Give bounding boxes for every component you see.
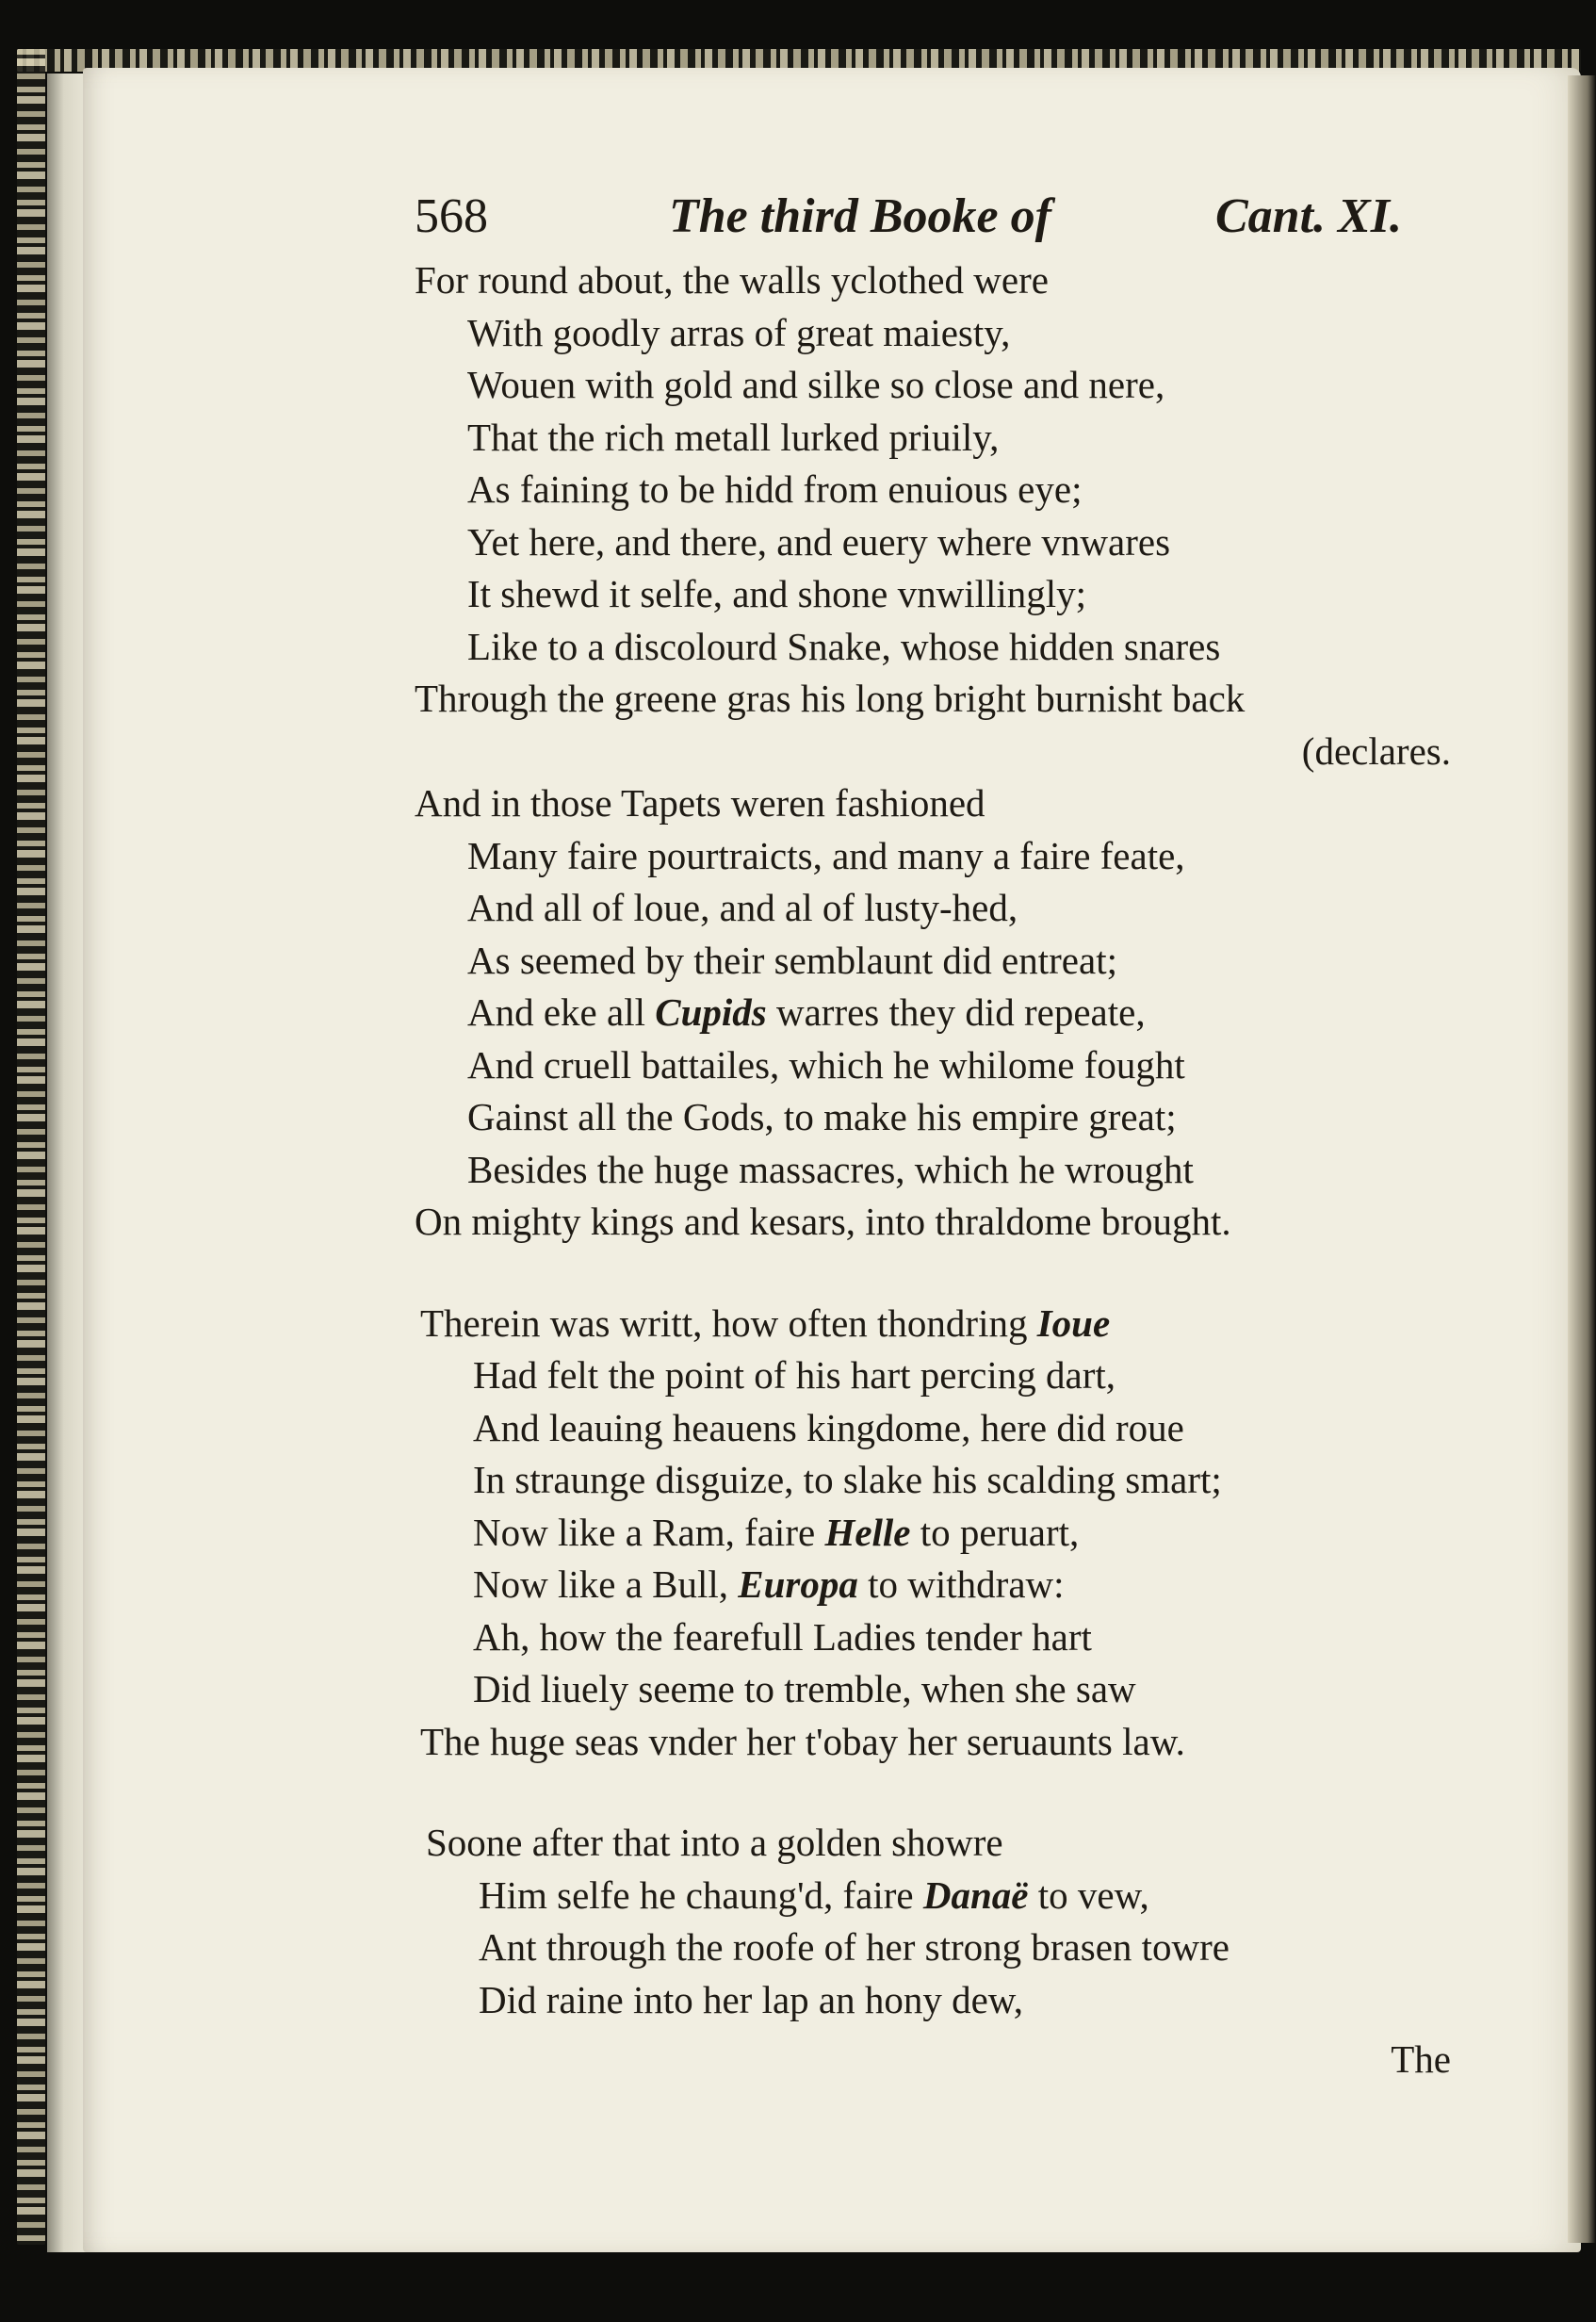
stanza-4 — [426, 1817, 1470, 2026]
verse-line: In straunge disguize, to slake his scalding smart; — [473, 1458, 1222, 1501]
verse-text: warres they did repeate, — [766, 990, 1146, 1034]
verse-text: Therein was writt, how often thondring — [420, 1300, 1037, 1345]
proper-name: Europa — [738, 1562, 858, 1606]
running-title: The third Booke of — [669, 189, 1051, 243]
verse-line: For round about, the walls yclothed were — [415, 258, 1049, 302]
verse-line: With goodly arras of great maiesty, — [467, 310, 1011, 354]
catchword: The — [1391, 2037, 1451, 2081]
verse-line: And leauing heauens kingdome, here did roue — [473, 1405, 1184, 1449]
verse-line — [426, 1870, 1470, 1922]
verse-line: On mighty kings and kesars, into thraldome brought. — [415, 1200, 1231, 1243]
verse-line: It shewd it selfe, and shone vnwillingly; — [467, 572, 1087, 615]
page-text — [415, 179, 1470, 2085]
gilt-border-left — [17, 49, 45, 2245]
page-number: 568 — [415, 189, 488, 243]
running-header — [415, 179, 1470, 254]
verse-line: As seemed by their semblaunt did entreat; — [467, 938, 1117, 982]
verse-line: Did liuely seeme to tremble, when she saw — [473, 1667, 1136, 1710]
verse-line: And in those Tapets weren fashioned — [415, 781, 985, 825]
verse-line: Had felt the point of his hart percing dart, — [473, 1353, 1116, 1397]
stanza-1 — [415, 254, 1470, 777]
stanza-gap — [415, 1768, 1470, 1817]
canto-label: Cant. XI. — [1215, 189, 1402, 243]
page-fore-edge — [1568, 75, 1596, 2243]
stanza-2 — [415, 777, 1470, 1249]
verse-line: And all of loue, and al of lusty-hed, — [467, 886, 1018, 929]
verse-text: Him selfe he chaung'd, faire — [479, 1872, 923, 1917]
verse-line: That the rich metall lurked priuily, — [467, 415, 1000, 459]
verse-text: to peruart, — [910, 1510, 1080, 1554]
verse-line — [415, 987, 1470, 1039]
verse-line: Wouen with gold and silke so close and nere, — [467, 363, 1165, 406]
verse-line: Like to a discolourd Snake, whose hidden snares — [467, 624, 1221, 668]
verse-turnover: (declares. — [1301, 728, 1451, 773]
verse-line: Besides the huge massacres, which he wrought — [467, 1147, 1194, 1191]
stanza-gap — [415, 1249, 1470, 1298]
verse-line: Did raine into her lap an hony dew, — [479, 1977, 1024, 2021]
verse-line: Ah, how the fearefull Ladies tender hart — [473, 1614, 1092, 1659]
verse-line: The huge seas vnder her t'obay her seruaunts law. — [420, 1719, 1185, 1763]
verse-text: to vew, — [1028, 1872, 1149, 1917]
verse-line — [420, 1559, 1470, 1611]
proper-name: Helle — [824, 1510, 911, 1554]
verse-line — [420, 1298, 1470, 1350]
verse-text: Now like a Ram, faire — [473, 1510, 825, 1554]
verse-line — [420, 1507, 1470, 1560]
proper-name: Ioue — [1036, 1300, 1111, 1345]
verse-text: to withdraw: — [857, 1562, 1065, 1606]
stanza-3 — [420, 1298, 1470, 1769]
verse-text: Now like a Bull, — [473, 1562, 739, 1606]
verse-line: As faining to be hidd from enuious eye; — [467, 467, 1083, 511]
verse-line: Many faire pourtraicts, and many a faire feate, — [467, 833, 1185, 877]
verse-line: Gainst all the Gods, to make his empire great; — [467, 1095, 1177, 1138]
verse-text: And eke all — [467, 990, 656, 1034]
proper-name: Cupids — [655, 990, 767, 1034]
verse-line: Ant through the roofe of her strong brasen towre — [479, 1925, 1230, 1969]
proper-name: Danaë — [922, 1872, 1029, 1917]
verse-line: Soone after that into a golden showre — [426, 1821, 1003, 1864]
verse-line: Yet here, and there, and euery where vnwares — [467, 519, 1171, 564]
verse-line: And cruell battailes, which he whilome fought — [467, 1042, 1185, 1087]
verse-line: Through the greene gras his long bright burnisht back — [415, 677, 1246, 720]
